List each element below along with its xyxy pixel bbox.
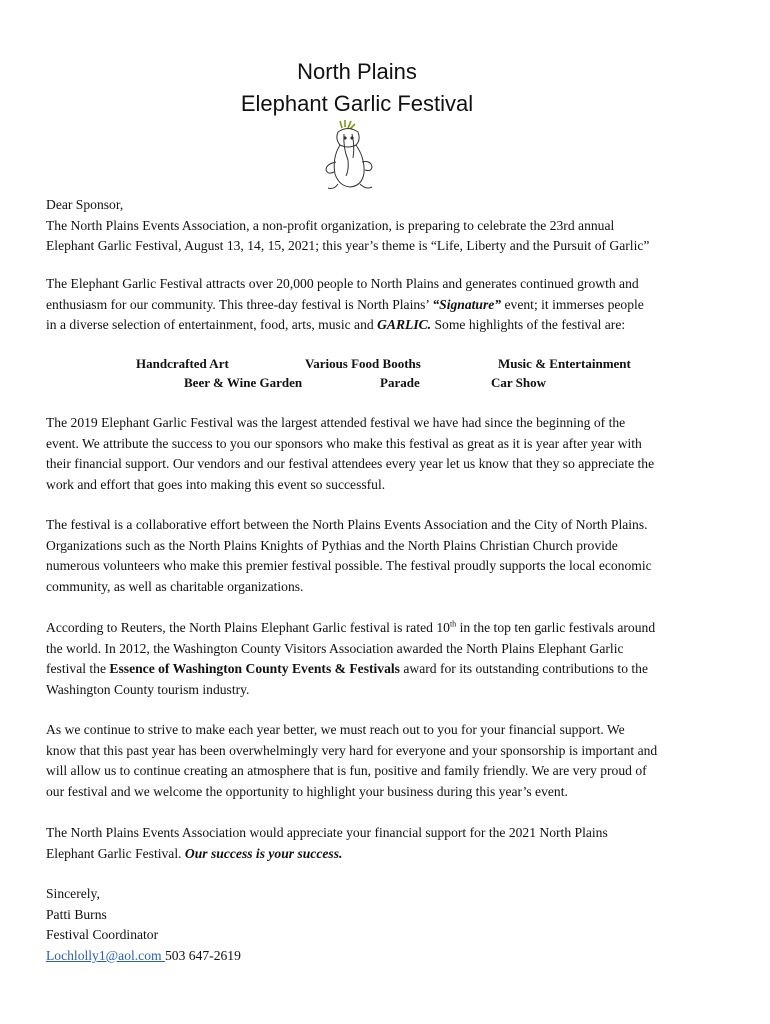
paragraph-line: know that this past year has been overwhelmingly very hard for everyone and your sponsorship is important and xyxy=(46,742,658,758)
closing: Sincerely, xyxy=(46,886,100,901)
paragraph-line: the world. In 2012, the Washington County Visitors Association awarded the North Plains Elephant Garlic xyxy=(46,640,624,656)
paragraph-ranking xyxy=(46,618,732,700)
paragraph-line: Elephant Garlic Festival. Our success is your success. xyxy=(46,845,343,861)
highlight-item: Parade xyxy=(380,375,420,390)
highlight-item: Various Food Booths xyxy=(305,356,421,371)
paragraph-line: festival the Essence of Washington County Events & Festivals award for its outstanding contributions to the xyxy=(46,661,649,677)
paragraph-line: The festival is a collaborative effort between the North Plains Events Association and the City of North Plains. xyxy=(46,517,648,532)
paragraph-2019-festival xyxy=(46,413,732,495)
signature-emphasis: “Signature” xyxy=(432,296,502,312)
highlight-item: Beer & Wine Garden xyxy=(184,375,303,390)
intro-line-1: The North Plains Events Association, a non-profit organization, is preparing to celebrate the 23rd annual xyxy=(46,217,615,233)
highlight-item: Car Show xyxy=(491,375,547,390)
attractions-line-3: in a diverse selection of entertainment, food, arts, music and GARLIC. Some highlights of the festival are: xyxy=(46,317,626,333)
highlight-item: Music & Entertainment xyxy=(498,356,631,371)
highlight-item: Handcrafted Art xyxy=(136,356,229,371)
paragraph-line: community, as well as charitable organizations. xyxy=(46,578,304,594)
paragraph-line: event. We attribute the success to you our sponsors who make this festival as great as it is year after year with xyxy=(46,435,642,451)
attractions-line-1: The Elephant Garlic Festival attracts over 20,000 people to North Plains and generates continued growth and xyxy=(46,276,639,291)
greeting-and-intro xyxy=(46,195,732,257)
signature-block xyxy=(46,884,732,966)
signer-role: Festival Coordinator xyxy=(46,927,159,943)
document-title-line1: North Plains xyxy=(297,59,417,84)
intro-line-2: Elephant Garlic Festival, August 13, 14, 15, 2021; this year’s theme is “Life, Liberty and the Pursuit of Garlic” xyxy=(46,238,650,254)
signer-name: Patti Burns xyxy=(46,906,107,922)
elephant-garlic-icon xyxy=(316,118,380,192)
slogan: Our success is your success. xyxy=(184,845,343,861)
paragraph-line: According to Reuters, the North Plains Elephant Garlic festival is rated 10th in the top ten garlic festivals around xyxy=(46,619,656,635)
paragraph-line: work and effort that goes into making this event so successful. xyxy=(46,476,386,492)
garlic-emphasis: GARLIC. xyxy=(377,317,432,333)
paragraph-attractions xyxy=(46,274,732,336)
document-title-line2: Elephant Garlic Festival xyxy=(240,91,474,116)
award-name: Essence of Washington County Events & Festivals xyxy=(109,661,400,677)
paragraph-line: our festival and we welcome the opportunity to highlight your business during this year’s event. xyxy=(46,783,568,799)
phone-number: 503 647-2619 xyxy=(164,947,241,963)
paragraph-line: Washington County tourism industry. xyxy=(46,681,250,697)
paragraph-line: will allow us to continue creating an atmosphere that is fun, positive and family friendly. We are very proud of xyxy=(46,763,647,779)
contact-line xyxy=(46,946,732,967)
paragraph-appeal xyxy=(46,823,732,864)
email-link[interactable]: Lochlolly1@aol.com xyxy=(46,947,165,963)
paragraph-collaboration xyxy=(46,515,732,597)
paragraph-line: Organizations such as the North Plains Knights of Pythias and the North Plains Christian Church provide xyxy=(46,537,618,553)
paragraph-line: The North Plains Events Association would appreciate your financial support for the 2021 North Plains xyxy=(46,825,608,840)
paragraph-line: The 2019 Elephant Garlic Festival was the largest attended festival we have had since the beginning of the xyxy=(46,415,626,430)
paragraph-line: As we continue to strive to make each year better, we must reach out to you for your financial support. We xyxy=(46,722,625,737)
paragraph-line: their financial support. Our vendors and our festival attendees every year let us know that they so appreciate the xyxy=(46,456,655,472)
attractions-line-2: enthusiasm for our community. This three-day festival is North Plains’ “Signature” event; it immerses people xyxy=(46,296,644,312)
greeting: Dear Sponsor, xyxy=(46,197,124,212)
paragraph-line: numerous volunteers who make this premier festival possible. The festival proudly supports the local economic xyxy=(46,558,652,574)
paragraph-support xyxy=(46,720,732,802)
